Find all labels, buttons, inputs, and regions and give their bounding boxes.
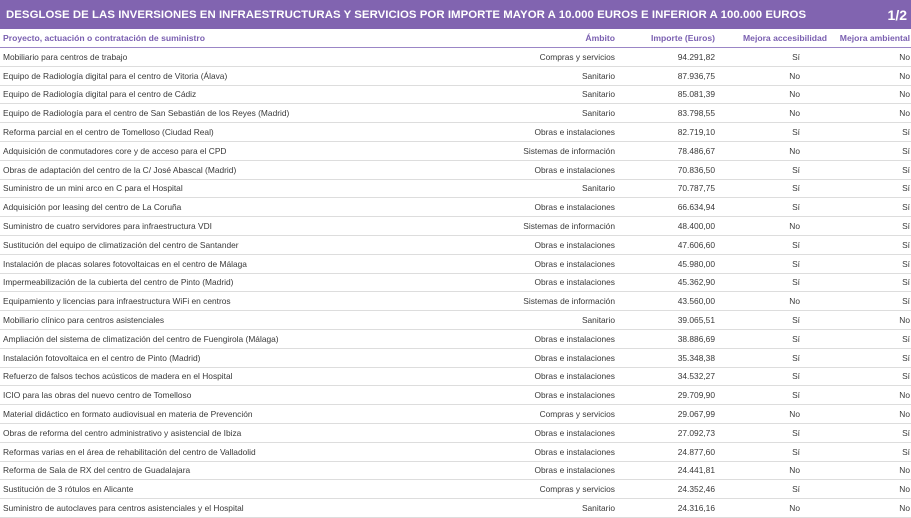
cell-ambiental: No bbox=[828, 104, 911, 123]
table-row bbox=[0, 254, 911, 273]
cell-ambito: Obras e instalaciones bbox=[440, 329, 616, 348]
cell-ambiental: No bbox=[828, 66, 911, 85]
cell-importe: 45.980,00 bbox=[616, 254, 743, 273]
table-row bbox=[0, 461, 911, 480]
table-row bbox=[0, 499, 911, 518]
cell-accesibilidad: Sí bbox=[743, 160, 828, 179]
cell-ambito: Obras e instalaciones bbox=[440, 273, 616, 292]
cell-importe: 83.798,55 bbox=[616, 104, 743, 123]
cell-ambiental: Sí bbox=[828, 273, 911, 292]
cell-accesibilidad: No bbox=[743, 66, 828, 85]
table-row bbox=[0, 66, 911, 85]
cell-ambito: Obras e instalaciones bbox=[440, 198, 616, 217]
cell-proyecto: Obras de reforma del centro administrativo y asistencial de Ibiza bbox=[0, 423, 440, 442]
cell-importe: 82.719,10 bbox=[616, 123, 743, 142]
cell-importe: 24.352,46 bbox=[616, 480, 743, 499]
cell-ambiental: Sí bbox=[828, 235, 911, 254]
cell-accesibilidad: Sí bbox=[743, 273, 828, 292]
cell-accesibilidad: No bbox=[743, 461, 828, 480]
cell-ambiental: Sí bbox=[828, 348, 911, 367]
cell-accesibilidad: Sí bbox=[743, 442, 828, 461]
cell-ambito: Sanitario bbox=[440, 499, 616, 518]
cell-importe: 29.709,90 bbox=[616, 386, 743, 405]
cell-importe: 87.936,75 bbox=[616, 66, 743, 85]
table-header-row bbox=[0, 29, 911, 48]
cell-proyecto: Instalación de placas solares fotovoltaicas en el centro de Málaga bbox=[0, 254, 440, 273]
cell-ambiental: Sí bbox=[828, 292, 911, 311]
cell-importe: 66.634,94 bbox=[616, 198, 743, 217]
cell-accesibilidad: Sí bbox=[743, 48, 828, 67]
cell-importe: 35.348,38 bbox=[616, 348, 743, 367]
title-bar bbox=[0, 0, 911, 29]
cell-accesibilidad: Sí bbox=[743, 235, 828, 254]
table-row bbox=[0, 386, 911, 405]
cell-accesibilidad: No bbox=[743, 141, 828, 160]
cell-ambiental: No bbox=[828, 461, 911, 480]
cell-proyecto: Suministro de un mini arco en C para el Hospital bbox=[0, 179, 440, 198]
column-header-accesibilidad: Mejora accesibilidad bbox=[743, 29, 828, 48]
table-row bbox=[0, 311, 911, 330]
table-row bbox=[0, 217, 911, 236]
table-row bbox=[0, 85, 911, 104]
cell-proyecto: Equipo de Radiología para el centro de San Sebastián de los Reyes (Madrid) bbox=[0, 104, 440, 123]
cell-ambito: Sanitario bbox=[440, 66, 616, 85]
cell-accesibilidad: No bbox=[743, 499, 828, 518]
table-row bbox=[0, 235, 911, 254]
cell-accesibilidad: Sí bbox=[743, 123, 828, 142]
cell-importe: 78.486,67 bbox=[616, 141, 743, 160]
cell-accesibilidad: Sí bbox=[743, 179, 828, 198]
cell-accesibilidad: Sí bbox=[743, 348, 828, 367]
cell-ambito: Compras y servicios bbox=[440, 480, 616, 499]
investments-table bbox=[0, 29, 911, 518]
cell-proyecto: Equipamiento y licencias para infraestructura WiFi en centros bbox=[0, 292, 440, 311]
cell-proyecto: Material didáctico en formato audiovisual en materia de Prevención bbox=[0, 405, 440, 424]
cell-ambiental: No bbox=[828, 405, 911, 424]
cell-proyecto: Reformas varias en el área de rehabilitación del centro de Valladolid bbox=[0, 442, 440, 461]
column-header-ambiental: Mejora ambiental bbox=[828, 29, 911, 48]
table-row bbox=[0, 123, 911, 142]
cell-proyecto: Reforma de Sala de RX del centro de Guadalajara bbox=[0, 461, 440, 480]
table-row bbox=[0, 423, 911, 442]
cell-importe: 38.886,69 bbox=[616, 329, 743, 348]
cell-importe: 70.787,75 bbox=[616, 179, 743, 198]
cell-proyecto: Equipo de Radiología digital para el centro de Cádiz bbox=[0, 85, 440, 104]
cell-proyecto: Reforma parcial en el centro de Tomelloso (Ciudad Real) bbox=[0, 123, 440, 142]
cell-accesibilidad: No bbox=[743, 85, 828, 104]
cell-importe: 39.065,51 bbox=[616, 311, 743, 330]
cell-ambiental: No bbox=[828, 480, 911, 499]
cell-ambiental: Sí bbox=[828, 123, 911, 142]
cell-ambiental: Sí bbox=[828, 198, 911, 217]
cell-proyecto: ICIO para las obras del nuevo centro de Tomelloso bbox=[0, 386, 440, 405]
cell-proyecto: Equipo de Radiología digital para el centro de Vitoria (Álava) bbox=[0, 66, 440, 85]
table-row bbox=[0, 141, 911, 160]
table-row bbox=[0, 160, 911, 179]
cell-ambito: Obras e instalaciones bbox=[440, 367, 616, 386]
table-row bbox=[0, 405, 911, 424]
cell-ambito: Obras e instalaciones bbox=[440, 123, 616, 142]
cell-importe: 24.877,60 bbox=[616, 442, 743, 461]
cell-accesibilidad: Sí bbox=[743, 254, 828, 273]
column-header-ambito: Ámbito bbox=[440, 29, 616, 48]
table-row bbox=[0, 273, 911, 292]
cell-ambito: Obras e instalaciones bbox=[440, 254, 616, 273]
cell-importe: 48.400,00 bbox=[616, 217, 743, 236]
cell-importe: 70.836,50 bbox=[616, 160, 743, 179]
cell-accesibilidad: No bbox=[743, 292, 828, 311]
cell-proyecto: Impermeabilización de la cubierta del centro de Pinto (Madrid) bbox=[0, 273, 440, 292]
cell-ambito: Obras e instalaciones bbox=[440, 461, 616, 480]
cell-ambiental: Sí bbox=[828, 141, 911, 160]
cell-ambito: Compras y servicios bbox=[440, 48, 616, 67]
table-row bbox=[0, 198, 911, 217]
cell-proyecto: Adquisición por leasing del centro de La Coruña bbox=[0, 198, 440, 217]
cell-accesibilidad: Sí bbox=[743, 423, 828, 442]
cell-ambito: Obras e instalaciones bbox=[440, 423, 616, 442]
cell-ambito: Sistemas de información bbox=[440, 141, 616, 160]
cell-proyecto: Instalación fotovoltaica en el centro de Pinto (Madrid) bbox=[0, 348, 440, 367]
cell-importe: 45.362,90 bbox=[616, 273, 743, 292]
table-body bbox=[0, 48, 911, 518]
cell-importe: 24.441,81 bbox=[616, 461, 743, 480]
table-row bbox=[0, 442, 911, 461]
cell-proyecto: Adquisición de conmutadores core y de acceso para el CPD bbox=[0, 141, 440, 160]
cell-accesibilidad: Sí bbox=[743, 329, 828, 348]
cell-ambito: Obras e instalaciones bbox=[440, 386, 616, 405]
cell-ambiental: Sí bbox=[828, 179, 911, 198]
table-row bbox=[0, 480, 911, 499]
cell-ambito: Obras e instalaciones bbox=[440, 442, 616, 461]
cell-importe: 94.291,82 bbox=[616, 48, 743, 67]
cell-importe: 47.606,60 bbox=[616, 235, 743, 254]
cell-ambiental: Sí bbox=[828, 423, 911, 442]
cell-ambito: Sistemas de información bbox=[440, 292, 616, 311]
cell-accesibilidad: No bbox=[743, 217, 828, 236]
cell-accesibilidad: Sí bbox=[743, 480, 828, 499]
column-header-importe: Importe (Euros) bbox=[616, 29, 743, 48]
table-row bbox=[0, 348, 911, 367]
cell-ambiental: Sí bbox=[828, 367, 911, 386]
cell-proyecto: Mobiliario clínico para centros asistenciales bbox=[0, 311, 440, 330]
cell-accesibilidad: Sí bbox=[743, 386, 828, 405]
cell-ambito: Sanitario bbox=[440, 104, 616, 123]
cell-ambiental: Sí bbox=[828, 442, 911, 461]
cell-proyecto: Obras de adaptación del centro de la C/ José Abascal (Madrid) bbox=[0, 160, 440, 179]
cell-importe: 43.560,00 bbox=[616, 292, 743, 311]
table-row bbox=[0, 48, 911, 67]
cell-ambito: Sanitario bbox=[440, 179, 616, 198]
cell-ambiental: No bbox=[828, 85, 911, 104]
column-header-proyecto: Proyecto, actuación o contratación de suministro bbox=[0, 29, 440, 48]
table-row bbox=[0, 329, 911, 348]
page-number: 1/2 bbox=[887, 6, 907, 23]
cell-importe: 24.316,16 bbox=[616, 499, 743, 518]
cell-proyecto: Mobiliario para centros de trabajo bbox=[0, 48, 440, 67]
cell-ambiental: Sí bbox=[828, 329, 911, 348]
cell-accesibilidad: Sí bbox=[743, 198, 828, 217]
cell-ambiental: Sí bbox=[828, 254, 911, 273]
cell-ambiental: No bbox=[828, 386, 911, 405]
page-title: DESGLOSE DE LAS INVERSIONES EN INFRAESTRUCTURAS Y SERVICIOS POR IMPORTE MAYOR A 10.000 EUROS E INFERIOR A 100.000 EUROS bbox=[6, 8, 807, 21]
cell-ambiental: Sí bbox=[828, 217, 911, 236]
cell-proyecto: Ampliación del sistema de climatización del centro de Fuengirola (Málaga) bbox=[0, 329, 440, 348]
cell-ambiental: No bbox=[828, 48, 911, 67]
cell-proyecto: Refuerzo de falsos techos acústicos de madera en el Hospital bbox=[0, 367, 440, 386]
cell-accesibilidad: No bbox=[743, 104, 828, 123]
cell-ambito: Sistemas de información bbox=[440, 217, 616, 236]
cell-ambiental: No bbox=[828, 499, 911, 518]
cell-ambito: Sanitario bbox=[440, 85, 616, 104]
cell-ambiental: Sí bbox=[828, 160, 911, 179]
cell-importe: 85.081,39 bbox=[616, 85, 743, 104]
cell-accesibilidad: Sí bbox=[743, 311, 828, 330]
cell-proyecto: Suministro de autoclaves para centros asistenciales y el Hospital bbox=[0, 499, 440, 518]
cell-ambito: Obras e instalaciones bbox=[440, 160, 616, 179]
cell-ambiental: No bbox=[828, 311, 911, 330]
table-row bbox=[0, 292, 911, 311]
cell-ambito: Compras y servicios bbox=[440, 405, 616, 424]
cell-accesibilidad: Sí bbox=[743, 367, 828, 386]
cell-ambito: Obras e instalaciones bbox=[440, 348, 616, 367]
cell-importe: 34.532,27 bbox=[616, 367, 743, 386]
table-row bbox=[0, 104, 911, 123]
cell-importe: 27.092,73 bbox=[616, 423, 743, 442]
cell-proyecto: Suministro de cuatro servidores para infraestructura VDI bbox=[0, 217, 440, 236]
table-row bbox=[0, 179, 911, 198]
table-row bbox=[0, 367, 911, 386]
cell-proyecto: Sustitución de 3 rótulos en Alicante bbox=[0, 480, 440, 499]
cell-ambito: Obras e instalaciones bbox=[440, 235, 616, 254]
cell-importe: 29.067,99 bbox=[616, 405, 743, 424]
cell-proyecto: Sustitución del equipo de climatización del centro de Santander bbox=[0, 235, 440, 254]
cell-ambito: Sanitario bbox=[440, 311, 616, 330]
cell-accesibilidad: No bbox=[743, 405, 828, 424]
